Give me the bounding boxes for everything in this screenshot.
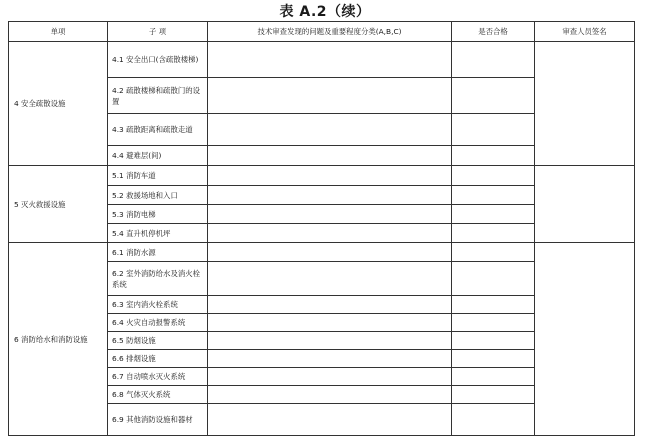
- issues-cell[interactable]: [208, 166, 452, 186]
- issues-cell[interactable]: [208, 368, 452, 386]
- issues-cell[interactable]: [208, 350, 452, 368]
- qualified-cell[interactable]: [452, 314, 535, 332]
- header-qualified: 是否合格: [452, 22, 535, 42]
- signature-cell[interactable]: [535, 166, 635, 243]
- issues-cell[interactable]: [208, 42, 452, 78]
- issues-cell[interactable]: [208, 262, 452, 296]
- issues-cell[interactable]: [208, 314, 452, 332]
- issues-cell[interactable]: [208, 332, 452, 350]
- subitem-cell: 4.1 安全出口(含疏散楼梯): [108, 42, 208, 78]
- signature-cell[interactable]: [535, 243, 635, 436]
- subitem-cell: 6.1 消防水源: [108, 243, 208, 262]
- subitem-cell: 6.6 排烟设施: [108, 350, 208, 368]
- subitem-cell: 4.3 疏散距离和疏散走道: [108, 114, 208, 146]
- table-title: 表 A.2（续）: [279, 4, 371, 20]
- header-subitem: 子 项: [108, 22, 208, 42]
- qualified-cell[interactable]: [452, 78, 535, 114]
- issues-cell[interactable]: [208, 186, 452, 205]
- issues-cell[interactable]: [208, 243, 452, 262]
- qualified-cell[interactable]: [452, 262, 535, 296]
- subitem-cell: 6.3 室内消火栓系统: [108, 296, 208, 314]
- review-table: [8, 21, 635, 436]
- issues-cell[interactable]: [208, 114, 452, 146]
- qualified-cell[interactable]: [452, 114, 535, 146]
- qualified-cell[interactable]: [452, 224, 535, 243]
- header-unit: 单项: [9, 22, 108, 42]
- table-row: [9, 42, 635, 78]
- qualified-cell[interactable]: [452, 166, 535, 186]
- subitem-cell: 6.7 自动喷水灭火系统: [108, 368, 208, 386]
- unit-cell-4: 4 安全疏散设施: [9, 42, 108, 166]
- unit-cell-5: 5 灭火救援设施: [9, 166, 108, 243]
- qualified-cell[interactable]: [452, 296, 535, 314]
- header-row: [9, 22, 635, 42]
- subitem-cell: 5.2 救援场地和入口: [108, 186, 208, 205]
- qualified-cell[interactable]: [452, 146, 535, 166]
- issues-cell[interactable]: [208, 205, 452, 224]
- issues-cell[interactable]: [208, 146, 452, 166]
- issues-cell[interactable]: [208, 386, 452, 404]
- subitem-cell: 5.4 直升机停机坪: [108, 224, 208, 243]
- qualified-cell[interactable]: [452, 42, 535, 78]
- subitem-cell: 6.5 防烟设施: [108, 332, 208, 350]
- issues-cell[interactable]: [208, 296, 452, 314]
- subitem-cell: 6.8 气体灭火系统: [108, 386, 208, 404]
- qualified-cell[interactable]: [452, 350, 535, 368]
- qualified-cell[interactable]: [452, 332, 535, 350]
- qualified-cell[interactable]: [452, 186, 535, 205]
- signature-cell[interactable]: [535, 42, 635, 166]
- table-row: [9, 166, 635, 186]
- header-issues: 技术审查发现的问题及重要程度分类(A,B,C): [208, 22, 452, 42]
- table-row: [9, 243, 635, 262]
- qualified-cell[interactable]: [452, 386, 535, 404]
- subitem-cell: 4.4 避难层(间): [108, 146, 208, 166]
- subitem-cell: 5.3 消防电梯: [108, 205, 208, 224]
- subitem-cell: 6.4 火灾自动报警系统: [108, 314, 208, 332]
- qualified-cell[interactable]: [452, 205, 535, 224]
- issues-cell[interactable]: [208, 78, 452, 114]
- qualified-cell[interactable]: [452, 243, 535, 262]
- qualified-cell[interactable]: [452, 404, 535, 436]
- qualified-cell[interactable]: [452, 368, 535, 386]
- subitem-cell: 6.2 室外消防给水及消火栓系统: [108, 262, 208, 296]
- subitem-cell: 6.9 其他消防设施和器材: [108, 404, 208, 436]
- header-signature: 审查人员签名: [535, 22, 635, 42]
- unit-cell-6: 6 消防给水和消防设施: [9, 243, 108, 436]
- issues-cell[interactable]: [208, 224, 452, 243]
- subitem-cell: 4.2 疏散楼梯和疏散门的设置: [108, 78, 208, 114]
- issues-cell[interactable]: [208, 404, 452, 436]
- subitem-cell: 5.1 消防车道: [108, 166, 208, 186]
